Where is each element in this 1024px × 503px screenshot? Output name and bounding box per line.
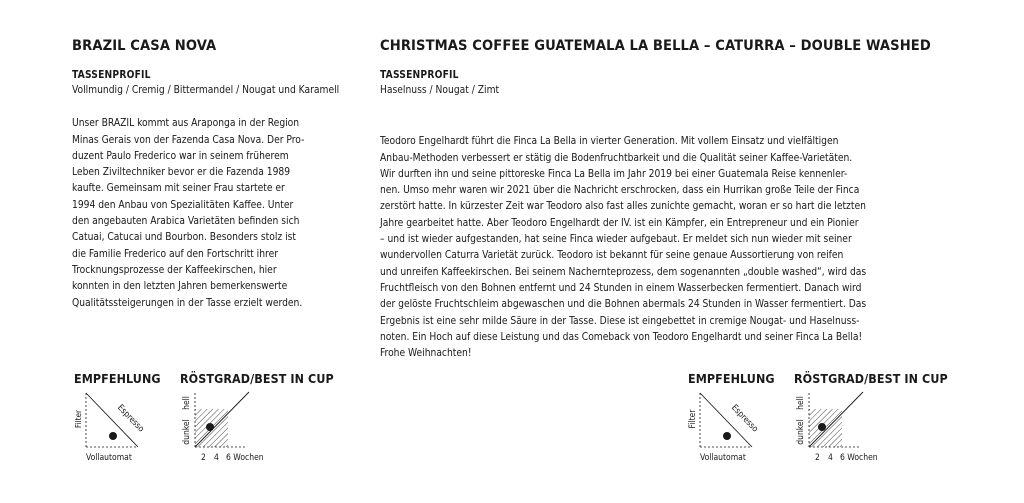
recommendation-heading: EMPFEHLUNG: [74, 371, 161, 386]
axis-vollautomat: Vollautomat: [86, 453, 132, 463]
cup-profile-label: TASSENPROFIL: [72, 70, 151, 81]
week-2: 2: [815, 453, 820, 463]
recommendation-dot: [723, 432, 731, 440]
roast-heading: RÖSTGRAD/BEST IN CUP: [794, 371, 948, 386]
axis-espresso: Espresso: [729, 402, 760, 435]
roast-degree-chart: [178, 387, 288, 471]
axis-vollautomat: Vollautomat: [700, 453, 746, 463]
product-brazil: [72, 37, 342, 312]
week-6: 6 Wochen: [840, 453, 878, 463]
week-4: 4: [828, 453, 833, 463]
axis-espresso: Espresso: [115, 402, 146, 435]
product-description: Unser BRAZIL kommt aus Araponga in der Region Minas Gerais von der Fazenda Casa Nova. Der Pro- duzent Paulo Frederico war in seinem früherem Leben Ziviltechniker bevor er die Fazenda 1989 kaufte. Gemeinsam mit seiner Frau startete er 1994 den Anbau von Spezialitäten Kaffee. Unter den angebauten Arabica Varietäten befinden sich Catuai, Catucai und Bourbon. Besonders stolz ist die Familie Frederico auf den Fortschritt ihrer Trocknungsprozesse der Kaffeekirschen, hier konnten in den letzten Jahren bemerkenswerte Qualitätssteigerungen in der Tasse erzielt werden.: [72, 118, 305, 309]
brew-roast-badges-guatemala: [686, 371, 966, 471]
brew-roast-badges-brazil: [72, 371, 352, 471]
axis-dunkel: dunkel: [182, 419, 192, 445]
product-title: BRAZIL CASA NOVA: [72, 37, 217, 54]
week-6: 6 Wochen: [226, 453, 264, 463]
product-christmas-guatemala: [380, 37, 955, 362]
cup-profile-label: TASSENPROFIL: [380, 70, 459, 81]
axis-filter: Filter: [73, 409, 83, 429]
week-4: 4: [214, 453, 219, 463]
roast-heading: RÖSTGRAD/BEST IN CUP: [180, 371, 334, 386]
axis-dunkel: dunkel: [796, 419, 806, 445]
axis-hell: hell: [182, 396, 192, 410]
product-title: CHRISTMAS COFFEE GUATEMALA LA BELLA – CATURRA – DOUBLE WASHED: [380, 37, 931, 54]
roast-degree-chart: [792, 387, 902, 471]
recommendation-dot: [109, 432, 117, 440]
roast-dot: [206, 423, 214, 431]
axis-filter: Filter: [688, 409, 698, 429]
brew-method-triangle: [72, 387, 172, 471]
brew-method-triangle: [686, 387, 786, 471]
week-2: 2: [201, 453, 206, 463]
cup-profile-text: Haselnuss / Nougat / Zimt: [380, 85, 500, 96]
cup-profile-text: Vollmundig / Cremig / Bittermandel / Nougat und Karamell: [72, 85, 340, 96]
axis-hell: hell: [796, 396, 806, 410]
recommendation-heading: EMPFEHLUNG: [688, 371, 775, 386]
product-description: Teodoro Engelhardt führt die Finca La Bella in vierter Generation. Mit vollem Einsatz und vielfältigen Anbau-Methoden verbessert er stätig die Bodenfruchtbarkeit und die Qualität seiner Kaffee-Varietäten. Wir durften ihn und seine pittoreske Finca La Bella im Jahr 2019 bei einer Guatemala Reise kennenler- nen. Umso mehr waren wir 2021 über die Nachricht erschrocken, dass ein Hurrikan große Teile der Finca zerstört hatte. In kürzester Zeit war Teodoro also fast alles zunichte gemacht, woran er so hart die letzten Jahre gearbeitet hatte. Aber Teodoro Engelhardt der IV. ist ein Kämpfer, ein Entrepreneur und ein Pionier – und ist wieder aufgestanden, hat seine Finca wieder aufgebaut. Er meldet sich nun wieder mit seiner wundervollen Caturra Varietät zurück. Teodoro ist bekannt für seine genaue Aussortierung von reifen und unreifen Kaffeekirschen. Bei seinem Nacherntеprozess, dem sogenannten „double washed“, wird das Fruchtfleisch von den Bohnen entfernt und 24 Stunden in einem Wasserbecken fermentiert. Danach wird der gelöste Fruchtschleim abgewaschen und die Bohnen abermals 24 Stunden in Wasser fermentiert. Das Ergebnis ist eine sehr milde Säure in der Tasse. Diese ist eingebettet in cremige Nougat- und Haselnuss- noten. Ein Hoch auf diese Leistung und das Comeback von Teodoro Engelhardt und seiner Finca La Bella! Frohe Weihnachten!: [380, 136, 867, 360]
roast-dot: [818, 423, 826, 431]
